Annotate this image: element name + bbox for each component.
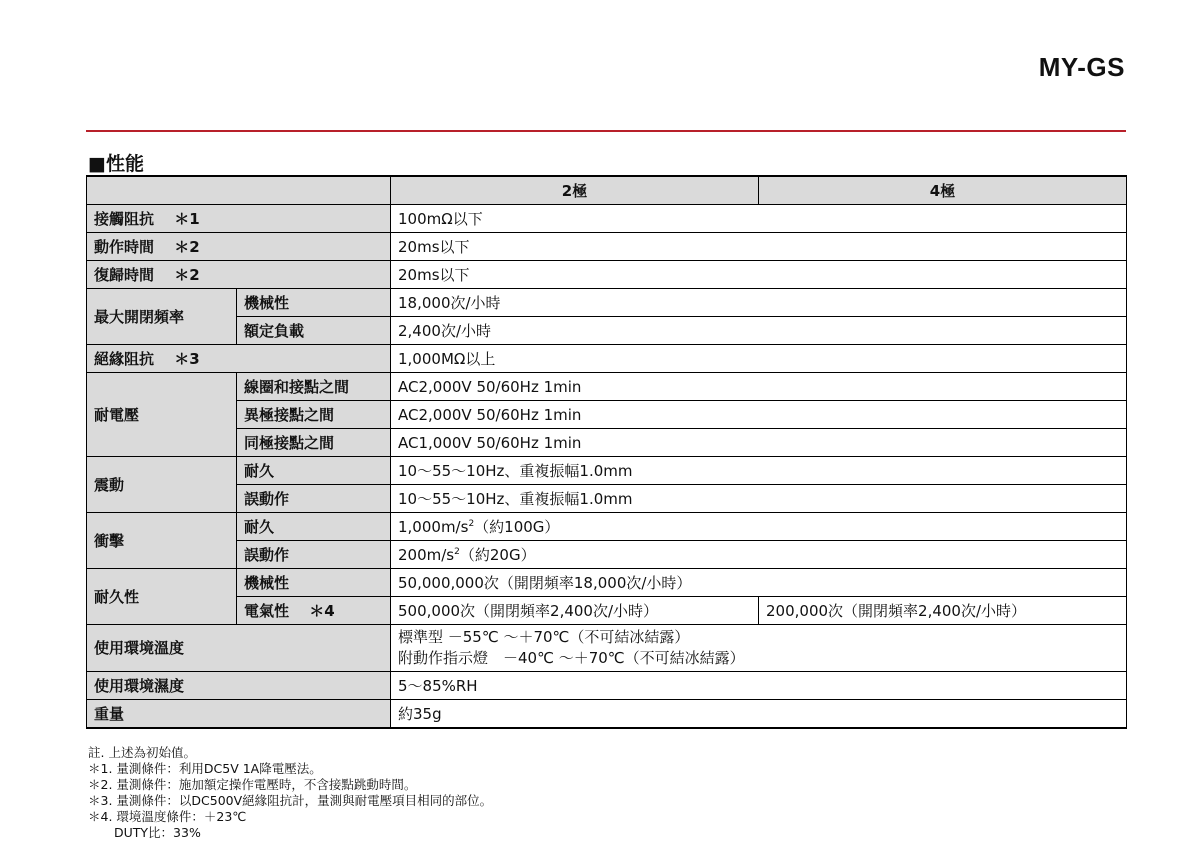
sublabel-coil-contact: 線圈和接點之間 bbox=[237, 373, 391, 401]
value-vibration-malfunction: 10～55～10Hz、重複振幅1.0mm bbox=[391, 485, 1127, 513]
row-label-contact-resistance: 接觸阻抗 ＊1 bbox=[87, 205, 391, 233]
value-switching-mechanical: 18,000次/小時 bbox=[391, 289, 1127, 317]
row-label-ambient-temp: 使用環境溫度 bbox=[87, 625, 391, 672]
row-label-insulation: 絕緣阻抗 ＊3 bbox=[87, 345, 391, 373]
sublabel-mechanical: 機械性 bbox=[237, 289, 391, 317]
header-2pole: 2極 bbox=[391, 176, 759, 205]
value-contact-resistance: 100mΩ以下 bbox=[391, 205, 1127, 233]
row-label-weight: 重量 bbox=[87, 700, 391, 729]
sublabel-rated-load: 額定負載 bbox=[237, 317, 391, 345]
footnote-line: DUTY比：33% bbox=[114, 825, 201, 840]
table-row bbox=[87, 457, 1127, 485]
value-switching-rated-load: 2,400次/小時 bbox=[391, 317, 1127, 345]
value-ambient-temp: 標準型 －55℃ ～＋70℃（不可結冰結露） 附動作指示燈 －40℃ ～＋70℃（不可結冰結露） bbox=[391, 625, 1127, 672]
value-shock-durability: $1,000m/s^2$（約100G） bbox=[391, 513, 1127, 541]
table-row bbox=[87, 233, 1127, 261]
footnote-line: ＊1. 量測條件：利用DC5V 1A降電壓法。 bbox=[88, 761, 322, 776]
value-endurance-electrical-4pole: 200,000次（開閉頻率2,400次/小時） bbox=[759, 597, 1127, 625]
table-row bbox=[87, 513, 1127, 541]
sublabel-shock-durability: 耐久 bbox=[237, 513, 391, 541]
row-label-vibration: 震動 bbox=[87, 457, 237, 513]
sublabel-same-pole: 同極接點之間 bbox=[237, 429, 391, 457]
sublabel-diff-pole: 異極接點之間 bbox=[237, 401, 391, 429]
value-vibration-durability: 10～55～10Hz、重複振幅1.0mm bbox=[391, 457, 1127, 485]
sublabel-vibration-durability: 耐久 bbox=[237, 457, 391, 485]
footnote-line: 註. 上述為初始值。 bbox=[88, 745, 196, 760]
header-blank-cell bbox=[87, 176, 391, 205]
sublabel-shock-malfunction: 誤動作 bbox=[237, 541, 391, 569]
table-row bbox=[87, 289, 1127, 317]
value-release-time: 20ms以下 bbox=[391, 261, 1127, 289]
table-row bbox=[87, 205, 1127, 233]
table-header-row bbox=[87, 176, 1127, 205]
footnote-line: ＊2. 量測條件：施加額定操作電壓時，不含接點跳動時間。 bbox=[88, 777, 417, 792]
footnote-line: ＊4. 環境溫度條件：＋23℃ bbox=[88, 809, 247, 824]
value-weight: 約35g bbox=[391, 700, 1127, 729]
table-row bbox=[87, 541, 1127, 569]
model-name: MY-GS bbox=[1038, 52, 1125, 82]
row-label-dielectric: 耐電壓 bbox=[87, 373, 237, 457]
footnote-line: ＊3. 量測條件：以DC500V絕緣阻抗計，量測與耐電壓項目相同的部位。 bbox=[88, 793, 493, 808]
table-row bbox=[87, 373, 1127, 401]
section-title: ■性能 bbox=[88, 153, 144, 175]
table-row bbox=[87, 672, 1127, 700]
performance-table bbox=[86, 175, 1127, 729]
table-row bbox=[87, 625, 1127, 672]
value-dielectric-same-pole: AC1,000V 50/60Hz 1min bbox=[391, 429, 1127, 457]
value-endurance-mechanical: 50,000,000次（開閉頻率18,000次/小時） bbox=[391, 569, 1127, 597]
footnotes bbox=[88, 745, 492, 841]
value-shock-malfunction: $200m/s^2$（約20G） bbox=[391, 541, 1127, 569]
value-dielectric-coil-contact: AC2,000V 50/60Hz 1min bbox=[391, 373, 1127, 401]
row-label-release-time: 復歸時間 ＊2 bbox=[87, 261, 391, 289]
table-row bbox=[87, 485, 1127, 513]
row-label-operate-time: 動作時間 ＊2 bbox=[87, 233, 391, 261]
table-row bbox=[87, 700, 1127, 729]
table-row bbox=[87, 317, 1127, 345]
row-label-max-switching: 最大開閉頻率 bbox=[87, 289, 237, 345]
row-label-ambient-humidity: 使用環境濕度 bbox=[87, 672, 391, 700]
table-row bbox=[87, 569, 1127, 597]
row-label-shock: 衝擊 bbox=[87, 513, 237, 569]
value-operate-time: 20ms以下 bbox=[391, 233, 1127, 261]
sublabel-vibration-malfunction: 誤動作 bbox=[237, 485, 391, 513]
table-row bbox=[87, 597, 1127, 625]
value-endurance-electrical-2pole: 500,000次（開閉頻率2,400次/小時） bbox=[391, 597, 759, 625]
value-insulation: 1,000MΩ以上 bbox=[391, 345, 1127, 373]
table-row bbox=[87, 261, 1127, 289]
header-4pole: 4極 bbox=[759, 176, 1127, 205]
sublabel-endurance-mechanical: 機械性 bbox=[237, 569, 391, 597]
value-dielectric-diff-pole: AC2,000V 50/60Hz 1min bbox=[391, 401, 1127, 429]
table-row bbox=[87, 345, 1127, 373]
table-row bbox=[87, 429, 1127, 457]
sublabel-endurance-electrical: 電氣性 ＊4 bbox=[237, 597, 391, 625]
header-divider bbox=[86, 130, 1126, 132]
table-row bbox=[87, 401, 1127, 429]
row-label-endurance: 耐久性 bbox=[87, 569, 237, 625]
value-ambient-humidity: 5～85%RH bbox=[391, 672, 1127, 700]
